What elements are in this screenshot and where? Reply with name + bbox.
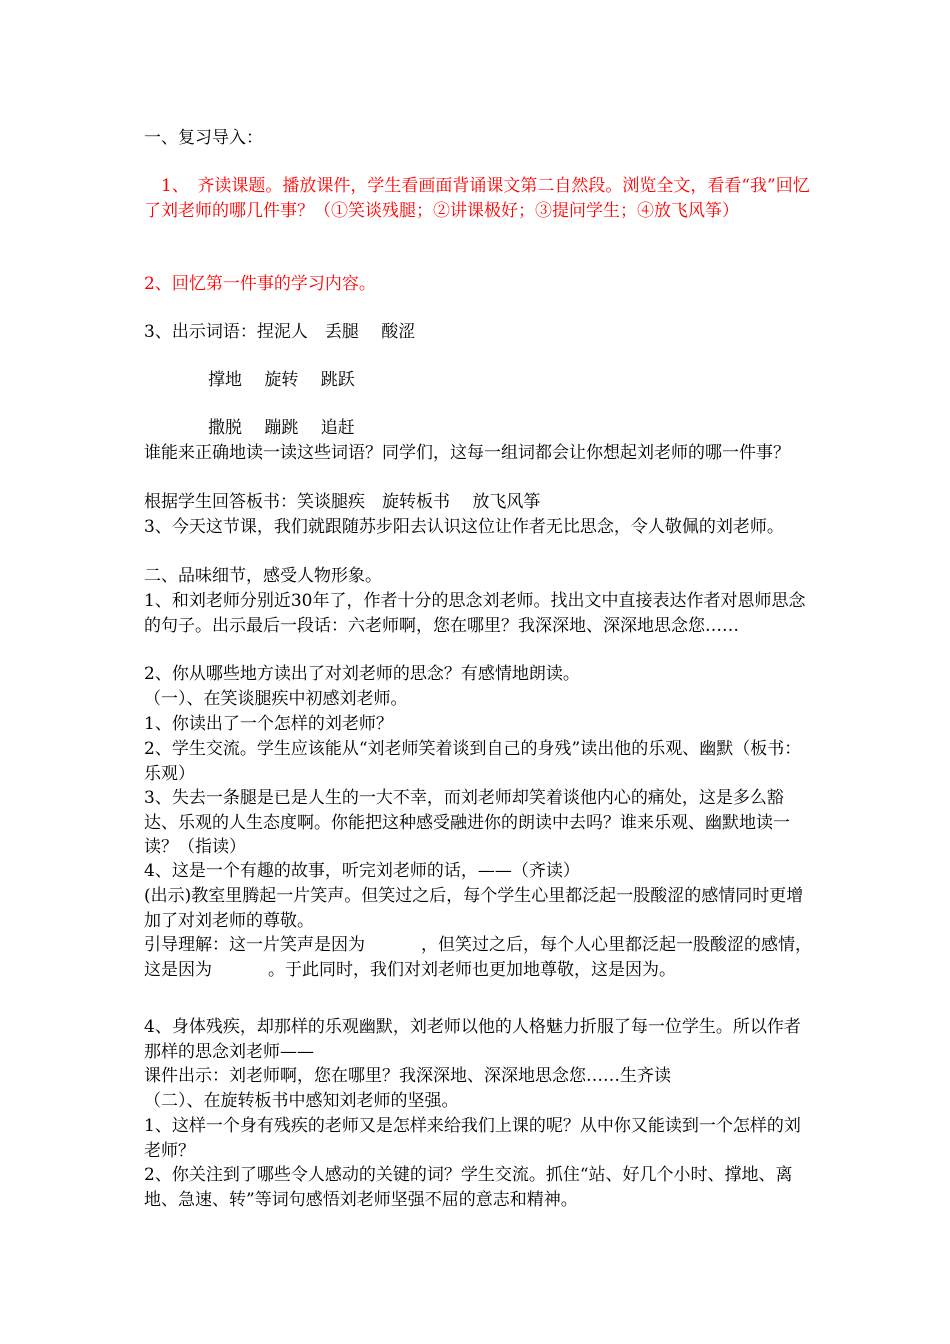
subsection-1-item-3: 3、失去一条腿是已是人生的一大不幸，而刘老师却笑着谈他内心的痛处，这是多么豁达、乐观的人生态度啊。你能把这种感受融进你的朗读中去吗？谁来乐观、幽默地读一读？（指读）: [144, 788, 790, 857]
review-item-1: 1、 齐读课题。播放课件，学生看画面背诵课文第二自然段。浏览全文，看看“我”回忆了刘老师的哪几件事？（①笑谈残腿；②讲课极好；③提问学生；④放飞风筝）: [144, 176, 810, 221]
subsection-1-guide: [144, 933, 814, 982]
word-group-3: 撒脱 蹦跳 追赶: [208, 418, 355, 438]
review-item-2: 2、回忆第一件事的学习内容。: [144, 274, 376, 294]
guide-part-c: 。于此同时，我们对刘老师也更加地尊敬，这是因为: [268, 959, 659, 980]
courseware-display: 课件出示：刘老师啊，您在哪里？我深深地、深深地思念您……生齐读: [144, 1066, 671, 1086]
word-group-2: 撑地 旋转 跳跃: [208, 370, 355, 390]
subsection-2-heading: （二）、在旋转板书中感知刘老师的坚强。: [144, 1091, 459, 1111]
subsection-1-heading: （一）、在笑谈腿疾中初感刘老师。: [144, 689, 408, 709]
section-2-heading: 二、品味细节，感受人物形象。: [144, 566, 382, 586]
section-1-heading: 一、复习导入：: [144, 128, 263, 148]
guide-part-a: 引导理解：这一片笑声是因为: [144, 935, 365, 955]
subsection-2-item-1: 1、这样一个身有残疾的老师又是怎样来给我们上课的呢？从中你又能读到一个怎样的刘老师？: [144, 1116, 801, 1161]
guide-part-d: 。: [659, 959, 676, 980]
detail-item-2: 2、你从哪些地方读出了对刘老师的思念？有感情地朗读。: [144, 664, 580, 684]
subsection-1-item-2: 2、学生交流。学生应该能从“刘老师笑着谈到自己的身残”读出他的乐观、幽默（板书：乐观）: [144, 739, 802, 784]
subsection-1-item-1: 1、你读出了一个怎样的刘老师？: [144, 714, 393, 734]
subsection-1-item-4: 4、这是一个有趣的故事，听完刘老师的话，——（齐读）: [144, 861, 580, 881]
subsection-2-item-2: 2、你关注到了哪些令人感动的关键的词？学生交流。抓住“站、好几个小时、撑地、离地、急速、转”等词句感悟刘老师坚强不屈的意志和精神。: [144, 1165, 793, 1210]
guide-part-b: ，但笑过之后，每个人心里都泛起一股酸涩的感情，这是因为: [144, 935, 812, 980]
board-notes: 根据学生回答板书：笑谈腿疾 旋转板书 放飞风筝: [144, 492, 541, 512]
word-question: 谁能来正确地读一读这些词语？同学们，这每一组词都会让你想起刘老师的哪一件事？: [144, 443, 790, 463]
subsection-1-display: (出示)教室里腾起一片笑声。但笑过之后，每个学生心里都泛起一股酸涩的感情同时更增加了对刘老师的尊敬。: [144, 886, 804, 931]
detail-item-1: 1、和刘老师分别近30年了，作者十分的思念刘老师。找出文中直接表达作者对恩师思念的句子。出示最后一段话：六老师啊，您在哪里？我深深地、深深地思念您……: [144, 591, 806, 636]
subsection-1-item-5: 4、身体残疾，却那样的乐观幽默，刘老师以他的人格魅力折服了每一位学生。所以作者那样的思念刘老师——: [144, 1017, 801, 1062]
review-item-4: 3、今天这节课，我们就跟随苏步阳去认识这位让作者无比思念，令人敬佩的刘老师。: [144, 517, 784, 537]
review-item-3-words: 3、出示词语：捏泥人 丢腿 酸涩: [144, 322, 416, 342]
